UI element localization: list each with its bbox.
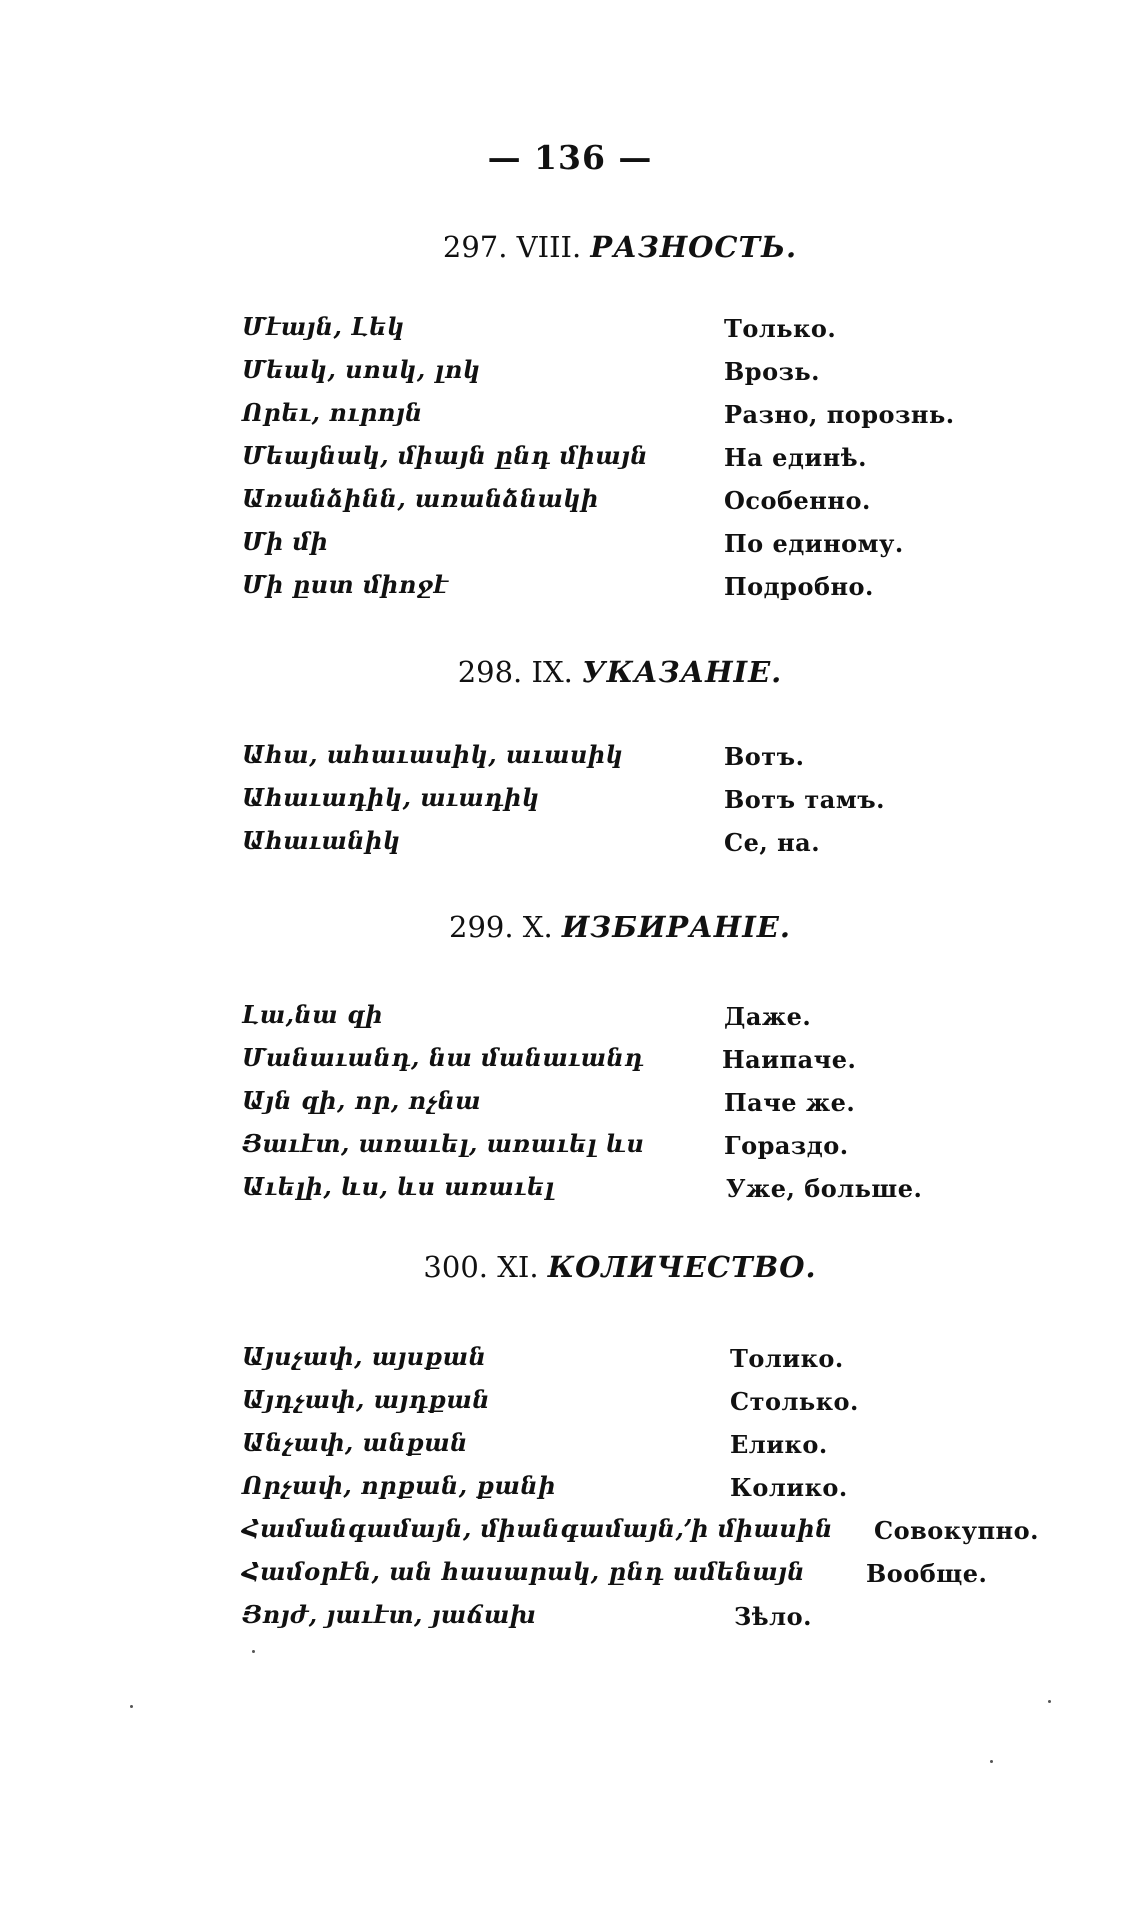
section-number: 300. — [423, 1250, 488, 1284]
russian-term: Наипаче. — [722, 1045, 857, 1074]
section-heading — [0, 1250, 1140, 1284]
armenian-term: Որեւ, ուրոյն — [242, 398, 423, 427]
armenian-term: Ահաւադիկ, աւադիկ — [242, 783, 540, 812]
russian-term: Толико. — [730, 1344, 844, 1373]
section-heading — [0, 230, 1140, 264]
page-number: — 136 — — [487, 138, 653, 177]
armenian-term: Այդչափ, այդքան — [242, 1385, 491, 1414]
armenian-term: Որչափ, որքան, քանի — [242, 1471, 557, 1500]
armenian-term: Յոյժ, յաւէտ, յաճախ — [242, 1600, 537, 1629]
list-item — [242, 1342, 1072, 1382]
armenian-term: Ահա, ահաւասիկ, աւասիկ — [242, 740, 624, 769]
russian-term: Се, на. — [724, 828, 821, 857]
armenian-term: Յաւէտ, առաւել, առաւել ևս — [242, 1129, 645, 1158]
armenian-term: Մի ըստ միոջէ — [242, 570, 449, 599]
russian-term: Разно, порознь. — [724, 400, 955, 429]
russian-term: Даже. — [724, 1002, 812, 1031]
section-roman: IX. — [531, 655, 573, 689]
list-item — [242, 355, 1072, 395]
russian-term: Подробно. — [724, 572, 874, 601]
section-number: 298. — [457, 655, 523, 689]
russian-term: Только. — [724, 314, 837, 343]
armenian-term: Մանաւանդ, նա մանաւանդ — [242, 1043, 645, 1072]
armenian-term: Մեակ, սոսկ, լոկ — [242, 355, 481, 384]
russian-term: Паче же. — [724, 1088, 856, 1117]
list-item — [242, 1514, 1072, 1554]
armenian-term: Այսչափ, այսքան — [242, 1342, 487, 1371]
list-item — [242, 1557, 1072, 1597]
list-item — [242, 398, 1072, 438]
russian-term: Елико. — [730, 1430, 828, 1459]
armenian-term: Մի մի — [242, 527, 329, 556]
russian-term: Зѣло. — [734, 1602, 812, 1631]
section-roman: XI. — [497, 1250, 539, 1284]
russian-term: Колико. — [730, 1473, 848, 1502]
speck — [1048, 1700, 1051, 1703]
russian-term: На единѣ. — [724, 443, 867, 472]
list-item — [242, 1385, 1072, 1425]
list-item — [242, 312, 1072, 352]
list-item — [242, 1086, 1072, 1126]
speck — [130, 1705, 133, 1708]
list-item — [242, 484, 1072, 524]
section-roman: X. — [522, 910, 553, 944]
armenian-term: Լա,նա զի — [242, 1000, 384, 1029]
armenian-term: Համանգամայն, միանգամայն,՚ի միասին — [242, 1514, 833, 1543]
section-title: КОЛИЧЕСТВО. — [547, 1250, 817, 1284]
list-item — [242, 1000, 1072, 1040]
russian-term: Врозь. — [724, 357, 821, 386]
section-number: 299. — [449, 910, 514, 944]
list-item — [242, 1428, 1072, 1468]
list-item — [242, 1129, 1072, 1169]
russian-term: Особенно. — [724, 486, 871, 515]
list-item — [242, 570, 1072, 610]
speck — [990, 1760, 993, 1763]
russian-term: Уже, больше. — [726, 1174, 923, 1203]
list-item — [242, 783, 1072, 823]
speck — [252, 1650, 255, 1653]
russian-term: Вотъ тамъ. — [724, 785, 885, 814]
list-item — [242, 740, 1072, 780]
section-number: 297. — [442, 230, 508, 264]
list-item — [242, 1600, 1072, 1640]
section-roman: VIII. — [516, 230, 582, 264]
russian-term: Вообще. — [866, 1559, 988, 1588]
russian-term: Вотъ. — [724, 742, 805, 771]
russian-term: Столько. — [730, 1387, 859, 1416]
list-item — [242, 826, 1072, 866]
section-heading — [0, 655, 1140, 689]
armenian-term: Առանձինն, առանձնակի — [242, 484, 599, 513]
section-title: РАЗНОСТЬ. — [590, 230, 798, 264]
section-title: ИЗБИРАНІЕ. — [561, 910, 791, 944]
list-item — [242, 1043, 1072, 1083]
list-item — [242, 527, 1072, 567]
armenian-term: Աւելի, ևս, ևս առաւել — [242, 1172, 555, 1201]
russian-term: Гораздо. — [724, 1131, 849, 1160]
russian-term: Совокупно. — [874, 1516, 1039, 1545]
armenian-term: Մէայն, Լեկ — [242, 312, 405, 341]
armenian-term: Ահաւանիկ — [242, 826, 401, 855]
section-heading — [0, 910, 1140, 944]
armenian-term: Մեայնակ, միայն ընդ միայն — [242, 441, 649, 470]
list-item — [242, 1471, 1072, 1511]
armenian-term: Համօրէն, ան հասարակ, ընդ ամենայն — [242, 1557, 806, 1586]
armenian-term: Այն զի, որ, ոչնա — [242, 1086, 482, 1115]
armenian-term: Անչափ, անքան — [242, 1428, 468, 1457]
russian-term: По единому. — [724, 529, 904, 558]
list-item — [242, 1172, 1072, 1212]
section-title: УКАЗАНІЕ. — [582, 655, 783, 689]
list-item — [242, 441, 1072, 481]
